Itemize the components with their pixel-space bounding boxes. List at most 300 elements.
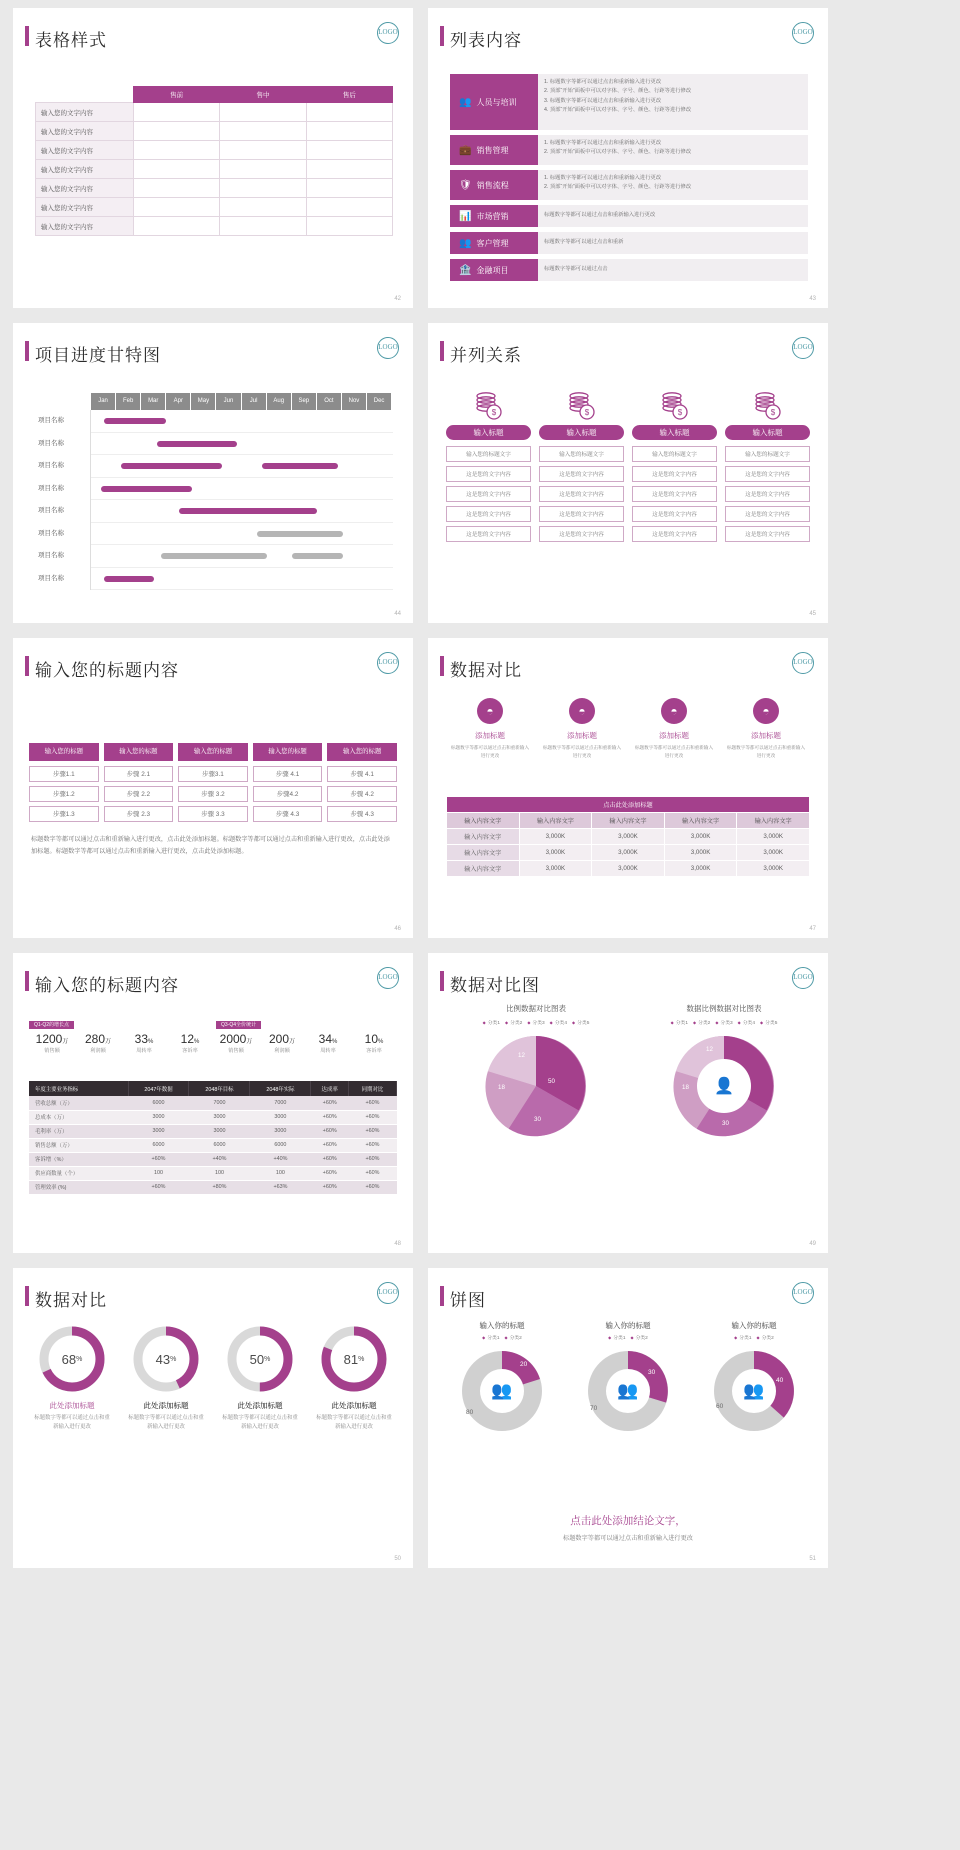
legend-item: ◆ 分类2 [693, 1019, 710, 1026]
kpi-item [121, 1031, 167, 1057]
brand-logo-icon: LOGO [377, 337, 399, 359]
page-number: 50 [394, 1556, 401, 1562]
gantt-month: Jan [91, 393, 116, 410]
list-item-tag[interactable] [450, 259, 538, 281]
page-number: 45 [809, 611, 816, 617]
kpi-item [75, 1031, 121, 1057]
list-item-body [538, 205, 808, 227]
brand-logo-icon: LOGO [792, 652, 814, 674]
column-cell: 输入您的标题文字 [725, 446, 810, 462]
title-accent-bar [440, 971, 444, 991]
table-header: 输入内容文字 [737, 813, 810, 829]
kpi-label: 周转率 [320, 1048, 336, 1054]
pie-label: 50 [548, 1078, 555, 1085]
table-cell: 3,000K [737, 861, 810, 877]
table-cell [306, 141, 392, 160]
list-item-label: 销售管理 [476, 145, 509, 155]
list-item-body [538, 170, 808, 200]
gauge-title: 此处添加标题 [143, 1401, 189, 1410]
body-paragraph: 标题数字等都可以通过点击和重新输入进行更改，点击此处添加标题。标题数字等都可以通过点击和重新输入进行更改，点击此处添加标题。标题数字等都可以通过点击和重新输入进行更改，点击此处添加标题。 [31, 836, 390, 855]
gauge-value: 43 % [155, 1351, 177, 1367]
gantt-month: Dec [367, 393, 392, 410]
table-cell [134, 160, 220, 179]
table-cell: +60% [348, 1124, 396, 1138]
svg-text:$: $ [584, 408, 589, 417]
slide-46 [13, 638, 413, 938]
legend-item: ◆ 分类1 [734, 1334, 751, 1341]
table-cell: +60% [128, 1152, 189, 1166]
brand-logo-icon: LOGO [377, 1282, 399, 1304]
gauge-title: 此处添加标题 [49, 1401, 95, 1410]
metric-card [722, 698, 810, 760]
market-chart-icon: 📊 [459, 210, 472, 222]
table-cell: +60% [311, 1110, 349, 1124]
slide-49 [428, 953, 828, 1253]
legend-item: ◆ 分类5 [760, 1019, 777, 1026]
gauge-value: 81 % [343, 1351, 365, 1367]
page-number: 46 [394, 926, 401, 932]
metric-title: 添加标题 [751, 731, 781, 740]
column-header[interactable]: 输入标题 [632, 425, 717, 440]
steps-header[interactable]: 输入您的标题 [104, 743, 174, 761]
table-header-row [36, 87, 393, 103]
kpi-tag-row [29, 1013, 397, 1031]
table-header: 年度主要业务指标 [29, 1081, 128, 1096]
table-cell: +60% [311, 1180, 349, 1194]
list-item-label: 金融项目 [476, 265, 509, 275]
pie-value-2: 80 [466, 1409, 474, 1416]
gantt-row [35, 433, 393, 456]
gantt-month: May [191, 393, 216, 410]
people-training-icon: 👥 [459, 96, 472, 108]
list-item [450, 135, 808, 165]
pie-chart-icon: ◓ [753, 698, 779, 724]
user-badge-icon: 👤 [714, 1078, 734, 1095]
pie-graphic [710, 1347, 798, 1435]
table-cell: +60% [311, 1152, 349, 1166]
gantt-track [91, 568, 393, 591]
table-cell: 3,000K [519, 861, 592, 877]
table-header: 同期对比 [348, 1081, 396, 1096]
list-line: 4. 顶部“开始”面板中可以对字体、字号、颜色、行距等进行修改 [544, 106, 692, 113]
table-cell [134, 217, 220, 236]
pie-graphic [584, 1347, 672, 1435]
kpi-tag-right: Q3-Q4全价统计 [216, 1021, 261, 1029]
gantt-month: Apr [166, 393, 191, 410]
gauge-graphic [133, 1326, 199, 1392]
table-cell: 3,000K [664, 845, 737, 861]
table-cell-label: 输入您的文字内容 [36, 103, 134, 122]
pie-label: 12 [518, 1052, 525, 1059]
table-cell: 100 [128, 1166, 189, 1180]
steps-header[interactable]: 输入您的标题 [29, 743, 99, 761]
gauge-item [27, 1326, 117, 1432]
table-cell [220, 179, 306, 198]
gantt-bar[interactable] [157, 441, 238, 447]
chart-legend [436, 1019, 636, 1026]
conclusion-title: 点击此处添加结论文字， [570, 1515, 686, 1527]
table-cell-label: 输入您的文字内容 [36, 160, 134, 179]
svg-text:$: $ [677, 408, 682, 417]
list-item-body [538, 259, 808, 281]
column-header[interactable]: 输入标题 [539, 425, 624, 440]
table-cell: 输入内容文字 [447, 845, 520, 861]
table-cell-label: 输入您的文字内容 [36, 198, 134, 217]
kpi-grid [29, 1031, 397, 1057]
metric-cards [446, 698, 810, 760]
gantt-month: Sep [292, 393, 317, 410]
list-line: 标题数字等都可以通过点击和重新输入进行更改 [544, 212, 656, 219]
kpi-value: 10% [364, 1032, 384, 1046]
pie-label: 18 [498, 1084, 505, 1091]
list-line: 标题数字等都可以通过点击 [544, 266, 608, 273]
table-cell [134, 179, 220, 198]
slide-42 [13, 8, 413, 308]
column-cell: 这是您的文字内容 [539, 526, 624, 542]
table-cell: +40% [189, 1152, 250, 1166]
kpi-value: 200万 [268, 1032, 296, 1046]
table-row [36, 179, 393, 198]
table-cell: 3,000K [737, 829, 810, 845]
step-cell: 步骤 4.3 [327, 806, 397, 822]
table-header-row [447, 813, 810, 829]
kpi-item [213, 1031, 259, 1057]
pie-label: 30 [722, 1120, 729, 1127]
group-people-icon: 👥 [617, 1381, 639, 1400]
table-cell: 输入内容文字 [447, 829, 520, 845]
table-cell [306, 122, 392, 141]
pie-value-1: 20 [520, 1361, 528, 1368]
page-title: 项目进度甘特图 [35, 346, 161, 365]
gantt-month: Nov [342, 393, 367, 410]
legend-item: ◆ 分类1 [671, 1019, 688, 1026]
pie-legend [568, 1334, 688, 1341]
kpi-label: 客诉率 [182, 1048, 198, 1054]
page-number: 51 [809, 1556, 816, 1562]
gantt-month: Feb [116, 393, 141, 410]
table-header: 输入内容文字 [664, 813, 737, 829]
gantt-bar[interactable] [101, 486, 192, 492]
pie-item [442, 1320, 562, 1435]
gantt-month: Oct [317, 393, 342, 410]
table-row [447, 861, 810, 877]
legend-item: ◆ 分类1 [482, 1334, 499, 1341]
page-title: 表格样式 [35, 31, 107, 50]
pie-chart-icon: ◓ [661, 698, 687, 724]
table-cell [220, 160, 306, 179]
kpi-block [29, 1013, 397, 1057]
list-item [450, 74, 808, 130]
chart-title: 比例数据对比图表 [506, 1004, 566, 1013]
table-cell: 3,000K [592, 861, 665, 877]
pie-chart-block [436, 1003, 636, 1140]
table-row [36, 217, 393, 236]
gantt-track [91, 410, 393, 433]
table-header: 输入内容文字 [519, 813, 592, 829]
table-row [36, 160, 393, 179]
list-item [450, 205, 808, 227]
table-cell: 毛利率（万） [29, 1124, 128, 1138]
gantt-track [91, 523, 393, 546]
pie-legend [694, 1334, 814, 1341]
finance-project-icon: 🏦 [459, 264, 472, 276]
gantt-row [35, 568, 393, 591]
page-title: 列表内容 [450, 31, 522, 50]
slide-47 [428, 638, 828, 938]
table-cell [134, 103, 220, 122]
table-banner-row [447, 797, 810, 813]
list-item-label: 市场营销 [476, 211, 509, 221]
gantt-row [35, 500, 393, 523]
table-cell [220, 141, 306, 160]
conclusion-desc: 标题数字等都可以通过点击和重新输入进行更改 [563, 1535, 693, 1542]
table-row [447, 845, 810, 861]
metric-card [630, 698, 718, 760]
kpi-value: 1200万 [35, 1032, 69, 1046]
column-header[interactable]: 输入标题 [446, 425, 531, 440]
metric-desc: 标题数字等都可以通过点击和重新输入进行更改 [450, 745, 530, 758]
gauge-item [121, 1326, 211, 1432]
step-cell: 步骤1.1 [29, 766, 99, 782]
table-cell: 总成本（万） [29, 1110, 128, 1124]
column-header[interactable]: 输入标题 [725, 425, 810, 440]
column-cell: 这是您的文字内容 [632, 506, 717, 522]
steps-header[interactable]: 输入您的标题 [178, 743, 248, 761]
step-cell: 步骤 2.3 [104, 806, 174, 822]
step-cell: 步骤1.2 [29, 786, 99, 802]
list-item-body [538, 74, 808, 130]
table-row [29, 1124, 397, 1138]
brand-logo-icon: LOGO [377, 22, 399, 44]
column-cell: 这是您的文字内容 [632, 486, 717, 502]
list-item-tag[interactable] [450, 135, 538, 165]
table-cell [306, 160, 392, 179]
table-cell: +60% [311, 1138, 349, 1152]
gantt-bar[interactable] [257, 531, 342, 537]
list-item-tag[interactable] [450, 205, 538, 227]
gantt-chart [35, 393, 393, 590]
gauge-graphic [39, 1326, 105, 1392]
step-cell: 步骤3.1 [178, 766, 248, 782]
title-accent-bar [440, 341, 444, 361]
kpi-value: 12% [180, 1032, 200, 1046]
table-header: 达成率 [311, 1081, 349, 1096]
gantt-row-label: 项目名称 [35, 500, 91, 523]
steps-header[interactable]: 输入您的标题 [253, 743, 323, 761]
gantt-row-label: 项目名称 [35, 545, 91, 568]
gantt-bar[interactable] [104, 418, 167, 424]
parallel-columns [446, 385, 810, 546]
slide-51 [428, 1268, 828, 1568]
table-cell: +60% [348, 1096, 396, 1110]
gantt-bar[interactable] [121, 463, 222, 469]
table-cell [306, 179, 392, 198]
step-cell: 步骤 4.3 [253, 806, 323, 822]
table-cell: 3000 [128, 1124, 189, 1138]
list-line: 1. 标题数字等都可以通过点击和重新输入进行更改 [544, 175, 662, 181]
gantt-track [91, 455, 393, 478]
list-line: 1. 标题数字等都可以通过点击和重新输入进行更改 [544, 79, 662, 85]
gantt-bar[interactable] [104, 576, 154, 582]
gauge-graphic [321, 1326, 387, 1392]
kpi-value: 2000万 [219, 1032, 253, 1046]
list-line: 2. 顶部“开始”面板中可以对字体、字号、颜色、行距等进行修改 [544, 149, 692, 156]
pie-graphic [458, 1347, 546, 1435]
sample-table [35, 86, 393, 236]
kpi-label: 周转率 [136, 1048, 152, 1054]
gauge-value: 50 % [249, 1351, 271, 1367]
coins-dollar-icon [539, 385, 624, 425]
table-cell: +80% [189, 1180, 250, 1194]
gauge-graphic [227, 1326, 293, 1392]
page-number: 44 [394, 611, 401, 617]
gauge-title: 此处添加标题 [237, 1401, 283, 1410]
column-cell: 这是您的文字内容 [632, 466, 717, 482]
table-header-insale: 售中 [220, 87, 306, 103]
gauge-title: 此处添加标题 [331, 1401, 377, 1410]
gantt-bar[interactable] [292, 553, 342, 559]
table-cell: 6000 [189, 1138, 250, 1152]
brand-logo-icon: LOGO [377, 967, 399, 989]
gantt-row [35, 455, 393, 478]
list-item [450, 232, 808, 254]
title-accent-bar [25, 971, 29, 991]
column-cell: 这是您的文字内容 [539, 506, 624, 522]
title-accent-bar [440, 26, 444, 46]
pie-value-1: 30 [648, 1369, 656, 1376]
table-cell [134, 141, 220, 160]
metric-desc: 标题数字等都可以通过点击和重新输入进行更改 [542, 745, 622, 758]
steps-header[interactable]: 输入您的标题 [327, 743, 397, 761]
list-item-label: 客户管理 [476, 238, 509, 248]
list-line: 3. 标题数字等都可以通过点击和重新输入进行更改 [544, 97, 662, 104]
group-people-icon: 👥 [491, 1381, 513, 1400]
kpi-value: 34% [318, 1032, 338, 1046]
column-cell: 输入您的标题文字 [539, 446, 624, 462]
list-item-label: 销售流程 [476, 180, 509, 190]
pie-graphic [482, 1032, 590, 1140]
table-cell [306, 217, 392, 236]
column-cell: 这是您的文字内容 [725, 526, 810, 542]
metric-title: 添加标题 [567, 731, 597, 740]
gantt-track [91, 478, 393, 501]
legend-item: ◆ 分类1 [608, 1334, 625, 1341]
page-title: 并列关系 [450, 346, 522, 365]
business-metrics-table [29, 1081, 397, 1195]
table-cell [134, 122, 220, 141]
title-accent-bar [25, 1286, 29, 1306]
gantt-row-label: 项目名称 [35, 433, 91, 456]
gantt-month: Jun [216, 393, 241, 410]
pie-item [694, 1320, 814, 1435]
slide-44 [13, 323, 413, 623]
gantt-bar[interactable] [179, 508, 317, 514]
coins-dollar-icon [446, 385, 531, 425]
kpi-item [29, 1031, 75, 1057]
column-cell: 这是您的文字内容 [725, 506, 810, 522]
gantt-month: Jul [242, 393, 267, 410]
table-cell: 供应商数量（个） [29, 1166, 128, 1180]
table-cell: +60% [311, 1124, 349, 1138]
list-item-tag[interactable] [450, 232, 538, 254]
legend-item: ◆ 分类3 [715, 1019, 732, 1026]
table-cell: 3,000K [592, 829, 665, 845]
title-accent-bar [25, 341, 29, 361]
coins-dollar-icon [725, 385, 810, 425]
legend-item: ◆ 分类4 [550, 1019, 567, 1026]
steps-column [104, 743, 174, 826]
table-cell: 6000 [250, 1138, 311, 1152]
brand-logo-icon: LOGO [377, 652, 399, 674]
list-item [450, 170, 808, 200]
list-line: 1. 标题数字等都可以通过点击和重新输入进行更改 [544, 140, 662, 146]
table-cell-label: 输入您的文字内容 [36, 122, 134, 141]
page-title: 饼图 [450, 1291, 486, 1310]
kpi-group-right [213, 1031, 397, 1057]
list-item [450, 259, 808, 281]
gantt-bar[interactable] [161, 553, 267, 559]
table-cell: 营收总额（万） [29, 1096, 128, 1110]
kpi-label: 利润额 [90, 1048, 106, 1054]
pie-title: 输入你的标题 [731, 1321, 777, 1330]
kpi-item [259, 1031, 305, 1057]
gantt-row-label: 项目名称 [35, 455, 91, 478]
table-cell: +63% [250, 1180, 311, 1194]
table-cell [220, 122, 306, 141]
table-cell: 3,000K [664, 829, 737, 845]
slide-45 [428, 323, 828, 623]
table-header-blank [36, 87, 134, 103]
table-cell: +60% [311, 1166, 349, 1180]
page-title: 输入您的标题内容 [35, 976, 179, 995]
table-cell-label: 输入您的文字内容 [36, 217, 134, 236]
table-cell: 3000 [250, 1110, 311, 1124]
gantt-row [35, 545, 393, 568]
list-item-tag[interactable] [450, 74, 538, 130]
column-cell: 这是您的文字内容 [446, 526, 531, 542]
gantt-bar[interactable] [262, 463, 338, 469]
kpi-item [305, 1031, 351, 1057]
table-cell: +60% [311, 1096, 349, 1110]
table-header-presale: 售前 [134, 87, 220, 103]
brand-logo-icon: LOGO [792, 1282, 814, 1304]
steps-column [29, 743, 99, 826]
brand-logo-icon: LOGO [792, 22, 814, 44]
gauge-desc: 标题数字等都可以通过点击和重新输入进行更改 [34, 1415, 110, 1431]
table-header: 2048年实际 [250, 1081, 311, 1096]
gantt-row [35, 523, 393, 546]
table-cell [220, 103, 306, 122]
gantt-month: Aug [267, 393, 292, 410]
page-number: 48 [394, 1241, 401, 1247]
kpi-item [167, 1031, 213, 1057]
legend-item: ◆ 分类2 [631, 1334, 648, 1341]
table-cell: 3,000K [664, 861, 737, 877]
title-accent-bar [440, 1286, 444, 1306]
table-cell: 输入内容文字 [447, 861, 520, 877]
step-cell: 步骤 4.1 [327, 766, 397, 782]
column-cell: 这是您的文字内容 [539, 486, 624, 502]
steps-column [253, 743, 323, 826]
legend-item: ◆ 分类1 [483, 1019, 500, 1026]
legend-item: ◆ 分类2 [505, 1019, 522, 1026]
list-item-tag[interactable] [450, 170, 538, 200]
table-cell: 6000 [128, 1138, 189, 1152]
table-cell: 100 [189, 1166, 250, 1180]
page-number: 42 [394, 296, 401, 302]
table-cell: 3000 [189, 1124, 250, 1138]
pie-title: 输入你的标题 [605, 1321, 651, 1330]
